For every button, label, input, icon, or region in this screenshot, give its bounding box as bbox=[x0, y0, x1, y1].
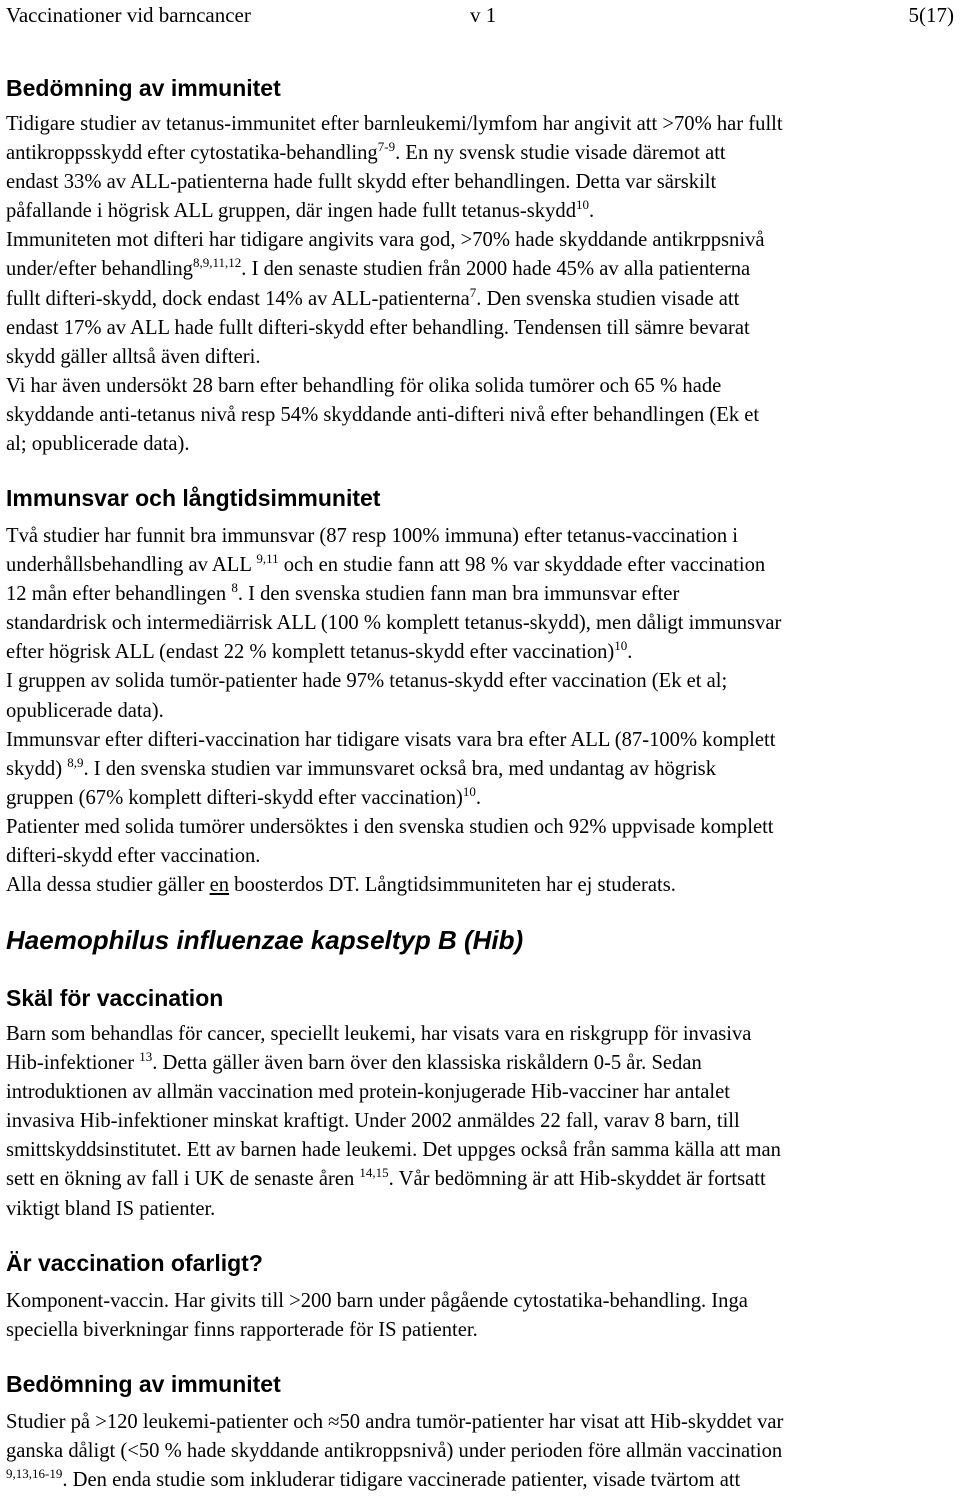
paragraph-tetanus-immunitet: Tidigare studier av tetanus-immunitet efter barnleukemi/lymfom har angivit att >70% har fullt antikroppsskydd efter cytostatika-behandling$^{7-9}$. En ny svensk studie visade däremot att endast 33% av ALL-patienterna hade fullt skydd efter behandlingen. Detta var särskilt påfallande i högrisk ALL gruppen, där ingen hade fullt tetanus-skydd$^{10}$. Immuniteten mot difteri har tidigare angivits vara god, >70% hade skyddande antikrppsnivå under/efter behandling$^{8,9,11,12}$. I den senaste studien från 2000 hade 45% av alla patienterna fullt difteri-skydd, dock endast 14% av ALL-patienterna$^7$. Den svenska studien visade att endast 17% av ALL hade fullt difteri-skydd efter behandling. Tendensen till sämre bevarat skydd gäller alltså även difteri. Vi har även undersökt 28 barn efter behandling för olika solida tumörer och 65 % hade skyddande anti-tetanus nivå resp 54% skyddande anti-difteri nivå efter behandlingen (Ek et al; opublicerade data). bbox=[6, 113, 783, 456]
paragraph-bedomning-hib: Studier på >120 leukemi-patienter och ≈50 andra tumör-patienter har visat att Hib-skyddet var ganska dåligt (<50 % hade skyddande antikroppsnivå) under perioden före allmän vaccination $^{9,13,16-19}$. Den enda studie som inkluderar tidigare vaccinerade patienter, visade tvärtom att bbox=[6, 1411, 784, 1492]
document-version: v 1 bbox=[470, 3, 497, 27]
heading-ar-vaccination-ofarligt: Är vaccination ofarligt? bbox=[6, 1250, 263, 1276]
citation: 9,11 bbox=[256, 551, 279, 567]
citation: 8 bbox=[231, 580, 238, 596]
citation: 9,13,16-19 bbox=[6, 1466, 63, 1482]
paragraph-skal-for-vaccination: Barn som behandlas för cancer, speciellt leukemi, har visats vara en riskgrupp för invasiva Hib-infektioner $^{13}$. Detta gäller även barn över den klassiska riskåldern 0-5 år. Sedan introduktionen av allmän vaccination med protein-konjugerade Hib-vacciner har antalet invasiva Hib-infektioner minskat kraftigt. Under 2002 anmäldes 22 fall, varav 8 barn, till smittskyddsinstitutet. Ett av barnen hade leukemi. Det uppges också från samma källa att man sett en ökning av fall i UK de senaste åren $^{14,15}$. Vår bedömning är att Hib-skyddet är fortsatt viktigt bland IS patienter. bbox=[6, 1023, 781, 1220]
page-header bbox=[6, 2, 954, 28]
paragraph-immunsvar: Två studier har funnit bra immunsvar (87 resp 100% immuna) efter tetanus-vaccination i underhållsbehandling av ALL $^{9,11}$ och en studie fann att 98 % var skyddade efter vaccination 12 mån efter behandlingen $^8$. I den svenska studien fann man bra immunsvar efter standardrisk och intermediärrisk ALL (100 % komplett tetanus-skydd), men dåligt immunsvar efter högrisk ALL (endast 22 % komplett tetanus-skydd efter vaccination)$^{10}$. I gruppen av solida tumör-patienter hade 97% tetanus-skydd efter vaccination (Ek et al; opublicerade data). Immunsvar efter difteri-vaccination har tidigare visats vara bra efter ALL (87-100% komplett skydd) $^{8,9}$. I den svenska studien var immunsvaret också bra, med undantag av högrisk gruppen (67% komplett difteri-skydd efter vaccination)$^{10}$. Patienter med solida tumörer undersöktes i den svenska studien och 92% uppvisade komplett difteri-skydd efter vaccination. Alla dessa studier gäller en boosterdos DT. Långtidsimmuniteten har ej studerats. bbox=[6, 525, 782, 897]
citation: 10 bbox=[462, 783, 476, 799]
page-number: 5(17) bbox=[908, 3, 954, 27]
paragraph-ar-vaccination-ofarligt: Komponent-vaccin. Har givits till >200 barn under pågående cytostatika-behandling. Inga speciella biverkningar finns rapporterade för IS patienter. bbox=[6, 1290, 748, 1342]
citation: 13 bbox=[139, 1049, 153, 1065]
citation: 7-9 bbox=[377, 139, 396, 155]
heading-immunsvar: Immunsvar och långtidsimmunitet bbox=[6, 485, 381, 511]
heading-skal-for-vaccination: Skäl för vaccination bbox=[6, 985, 224, 1011]
heading-bedomning-av-immunitet-hib: Bedömning av immunitet bbox=[6, 1371, 281, 1397]
citation: 14,15 bbox=[359, 1165, 389, 1181]
citation: 10 bbox=[576, 197, 589, 213]
heading-bedomning-av-immunitet: Bedömning av immunitet bbox=[6, 75, 281, 101]
approx-symbol: ≈ bbox=[328, 1411, 340, 1433]
citation: 10 bbox=[614, 638, 628, 654]
underlined-word: en bbox=[209, 874, 230, 897]
citation: 7 bbox=[469, 284, 477, 300]
citation: 8,9,11,12 bbox=[192, 255, 242, 271]
document-title: Vaccinationer vid barncancer bbox=[6, 3, 251, 27]
heading-hib: Haemophilus influenzae kapseltyp B (Hib) bbox=[6, 925, 524, 955]
citation: 8,9 bbox=[67, 754, 84, 770]
